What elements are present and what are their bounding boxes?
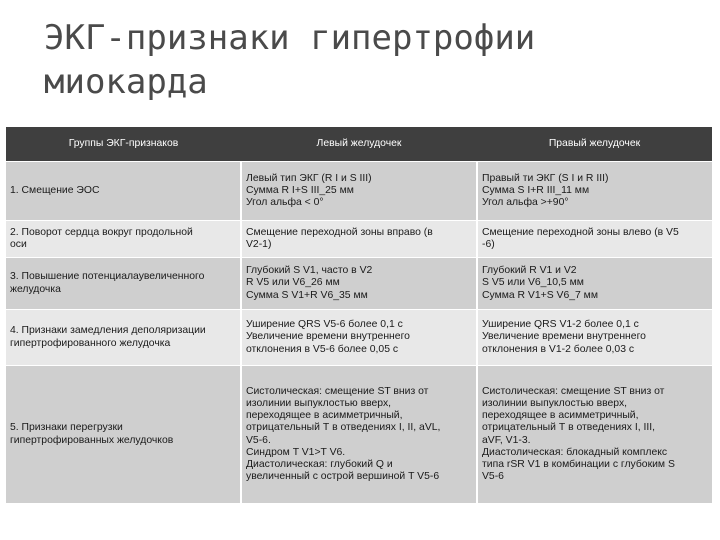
group-text: 1. Смещение ЭОС bbox=[10, 184, 100, 196]
group-text: оси bbox=[10, 239, 27, 250]
cell-line: Сумма S I+R III_11 мм bbox=[482, 184, 590, 196]
cell-line: Угол альфа >+90° bbox=[482, 197, 569, 209]
table-row-voltage-increase bbox=[6, 258, 712, 310]
title-line-2: миокарда bbox=[44, 62, 208, 102]
cell-line: Левый тип ЭКГ (R I и S III) bbox=[246, 172, 372, 184]
cell-line: Сумма S V1+R V6_35 мм bbox=[246, 289, 368, 301]
left-ventricle-cell bbox=[241, 310, 477, 366]
cell-line: отрицательный Т в отведениях I, III, bbox=[482, 422, 656, 434]
cell-line: Увеличение времени внутреннего bbox=[482, 331, 646, 343]
left-ventricle-cell bbox=[241, 366, 477, 504]
group-text: 3. Повышение потенциалаувеличенного bbox=[10, 271, 205, 283]
cell-line: Правый ти ЭКГ (S I и R III) bbox=[482, 172, 609, 184]
right-ventricle-cell bbox=[477, 221, 712, 258]
left-ventricle-cell bbox=[241, 162, 477, 221]
cell-line: увеличенный с острой вершиной T V5-6 bbox=[246, 471, 440, 483]
ecg-hypertrophy-table bbox=[6, 127, 712, 504]
cell-line: S V5 или V6_10,5 мм bbox=[482, 277, 584, 289]
group-cell bbox=[6, 162, 241, 221]
cell-line: aVF, V1-3. bbox=[482, 434, 531, 446]
right-ventricle-cell bbox=[477, 366, 712, 504]
cell-line: R V5 или V6_26 мм bbox=[246, 277, 340, 289]
header-groups: Группы ЭКГ-признаков bbox=[6, 127, 241, 162]
table-row-depolarization-delay bbox=[6, 310, 712, 366]
left-ventricle-cell bbox=[241, 258, 477, 310]
group-cell bbox=[6, 310, 241, 366]
cell-line: Систолическая: смещение ST вниз от bbox=[246, 385, 429, 397]
cell-line: -6) bbox=[482, 239, 495, 250]
group-text: гипертрофированного желудочка bbox=[10, 337, 171, 349]
cell-line: Диастолическая: глубокий Q и bbox=[246, 458, 393, 470]
cell-line: изолинии выпуклостью вверх, bbox=[482, 397, 628, 409]
cell-line: Диастолическая: блокадный комплекс bbox=[482, 446, 668, 458]
cell-line: Синдром T V1>T V6. bbox=[246, 446, 346, 458]
group-text: гипертрофированных желудочков bbox=[10, 434, 174, 446]
cell-line: V5-6. bbox=[246, 434, 271, 446]
group-cell bbox=[6, 366, 241, 504]
cell-line: Сумма R V1+S V6_7 мм bbox=[482, 289, 598, 301]
table-row-overload bbox=[6, 366, 712, 504]
cell-line: Глубокий R V1 и V2 bbox=[482, 265, 577, 277]
header-left-ventricle: Левый желудочек bbox=[241, 127, 477, 162]
cell-line: Уширение QRS V1-2 более 0,1 с bbox=[482, 319, 639, 331]
table-row-heart-rotation bbox=[6, 221, 712, 258]
cell-line: Систолическая: смещение ST вниз от bbox=[482, 385, 665, 397]
cell-line: V2-1) bbox=[246, 239, 272, 250]
cell-line: Увеличение времени внутреннего bbox=[246, 331, 410, 343]
cell-line: переходящее в асимметричный, bbox=[482, 410, 639, 422]
left-ventricle-cell bbox=[241, 221, 477, 258]
cell-line: типа rSR V1 в комбинации с глубоким S bbox=[482, 458, 675, 470]
cell-line: отрицательный Т в отведениях I, II, aVL, bbox=[246, 422, 441, 434]
cell-line: изолинии выпуклостью вверх, bbox=[246, 397, 392, 409]
right-ventricle-cell bbox=[477, 162, 712, 221]
cell-line: Уширение QRS V5-6 более 0,1 с bbox=[246, 319, 403, 331]
cell-line: отклонения в V1-2 более 0,03 с bbox=[482, 343, 635, 355]
header-right-ventricle: Правый желудочек bbox=[477, 127, 712, 162]
group-text: желудочка bbox=[10, 283, 61, 295]
table-header-row bbox=[6, 127, 712, 162]
group-text: 4. Признаки замедления деполяризации bbox=[10, 325, 206, 337]
title-line-1: ЭКГ-признаки гипертрофии bbox=[44, 18, 536, 58]
cell-line: отклонения в V5-6 более 0,05 с bbox=[246, 343, 399, 355]
group-text: 2. Поворот сердца вокруг продольной bbox=[10, 226, 193, 238]
cell-line: Смещение переходной зоны вправо (в bbox=[246, 226, 433, 238]
group-text: 5. Признаки перегрузки bbox=[10, 422, 123, 434]
right-ventricle-cell bbox=[477, 258, 712, 310]
table-row-axis-shift bbox=[6, 162, 712, 221]
group-cell bbox=[6, 258, 241, 310]
right-ventricle-cell bbox=[477, 310, 712, 366]
cell-line: Смещение переходной зоны влево (в V5 bbox=[482, 226, 679, 238]
group-cell bbox=[6, 221, 241, 258]
cell-line: V5-6 bbox=[482, 471, 504, 483]
cell-line: Угол альфа < 0° bbox=[246, 197, 324, 209]
slide-title bbox=[44, 16, 644, 104]
cell-line: Глубокий S V1, часто в V2 bbox=[246, 265, 373, 277]
cell-line: Сумма R I+S III_25 мм bbox=[246, 184, 354, 196]
cell-line: переходящее в асимметричный, bbox=[246, 410, 403, 422]
